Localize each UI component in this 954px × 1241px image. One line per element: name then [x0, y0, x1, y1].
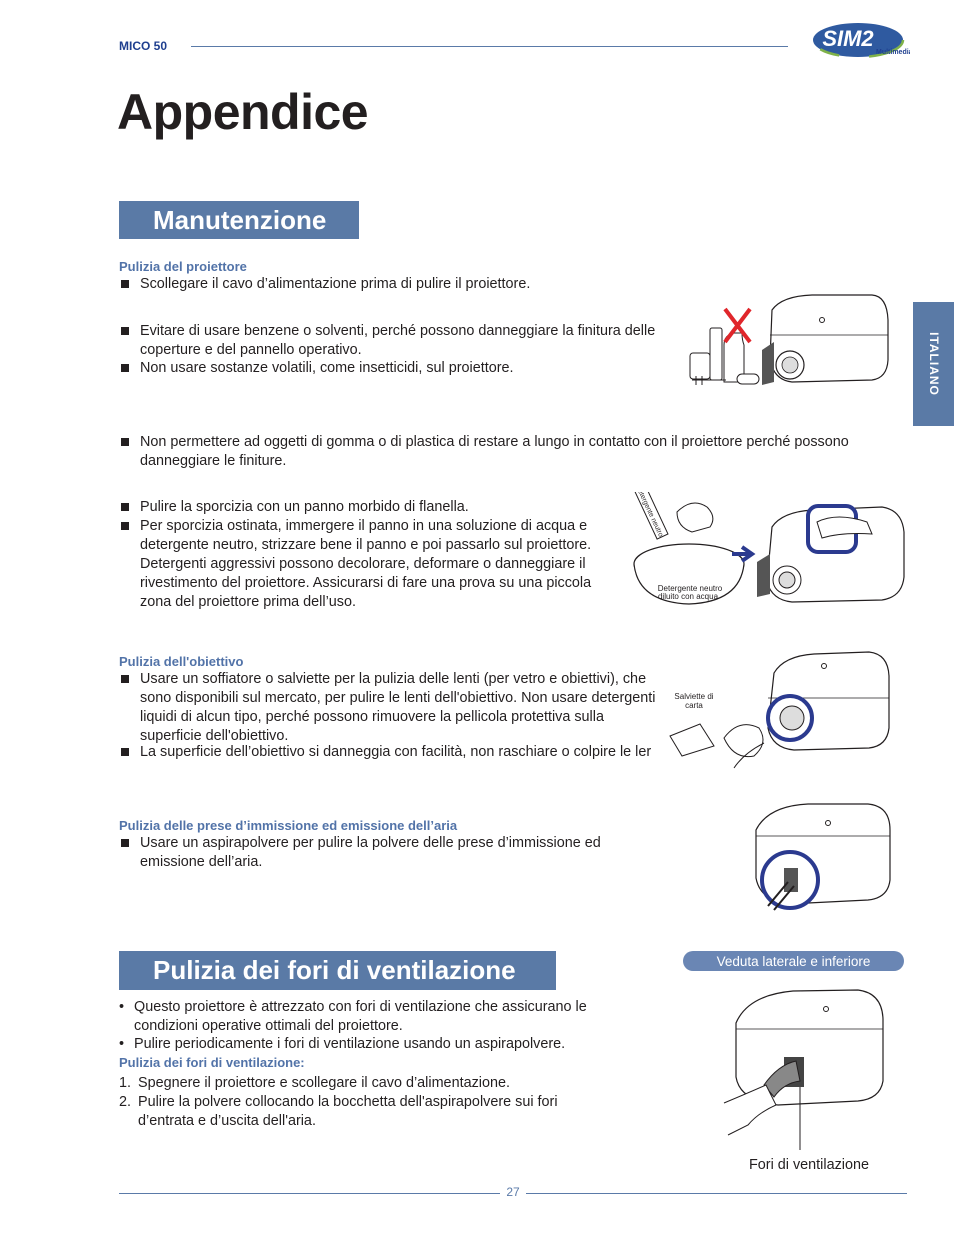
- list-item: 1. Spegnere il proiettore e scollegare il cavo d’alimentazione.: [119, 1075, 510, 1091]
- footer-rule-right: [526, 1193, 907, 1194]
- step-number: 2.: [119, 1094, 132, 1110]
- bullet-square: [121, 675, 129, 683]
- wipes-label-line1: Salviette di: [674, 692, 714, 701]
- bullet-dot: •: [119, 999, 125, 1015]
- subheading-ventilation-steps: Pulizia dei fori di ventilazione:: [119, 1055, 305, 1070]
- bullet-dot: •: [119, 1036, 125, 1052]
- bullet-square: [121, 280, 129, 288]
- view-label-badge: Veduta laterale e inferiore: [683, 951, 904, 971]
- step-number: 1.: [119, 1075, 132, 1091]
- list-item: Evitare di usare benzene o solventi, perché possono danneggiare la finitura delle coperture e del pannello operativo.: [121, 322, 681, 360]
- wipes-label-line2: carta: [685, 701, 703, 710]
- bowl-label-line1: Detergente neutro: [657, 584, 723, 593]
- caption-ventilation-holes: Fori di ventilazione: [749, 1157, 869, 1173]
- bullet-square: [121, 748, 129, 756]
- list-item: 2. Pulire la polvere collocando la bocchetta dell'aspirapolvere sui fori d’entrata e d’uscita dell'aria.: [119, 1094, 558, 1129]
- subheading-air-vents: Pulizia delle prese d’immissione ed emissione dell’aria: [119, 818, 458, 833]
- list-item: Scollegare il cavo d’alimentazione prima di pulire il proiettore.: [121, 275, 681, 294]
- illustration-vent-vacuum: [748, 800, 894, 912]
- logo-subtext: Multimedia: [876, 49, 910, 56]
- illustration-detergent-cleaning: [622, 492, 912, 612]
- bullet-square: [121, 522, 129, 530]
- list-item: Non permettere ad oggetti di gomma o di plastica di restare a lungo in contatto con il proiettore perché possono danneggiare le finiture.: [121, 433, 891, 471]
- page-title: Appendice: [117, 84, 369, 140]
- list-item: Per sporcizia ostinata, immergere il panno in una soluzione di acqua e detergente neutro, strizzare bene il panno e poi passarlo sul proiettore. Detergenti aggressivi possono decolorare, deformare o danneggiare il rivestimento del proiettore. Assicurarsi di fare una prova su una piccola zona del proiettore prima dell’uso.: [121, 517, 611, 612]
- language-tab-label: ITALIANO: [926, 332, 941, 396]
- header-model: MICO 50: [119, 39, 168, 53]
- footer-rule-left: [119, 1193, 500, 1194]
- language-tab: [913, 302, 954, 426]
- bullet-square: [121, 503, 129, 511]
- bullet-square: [121, 327, 129, 335]
- page-number: 27: [506, 1185, 520, 1199]
- bowl-label-line2: diluito con acqua: [657, 592, 719, 601]
- bullet-square: [121, 364, 129, 372]
- illustration-no-solvents: [682, 290, 892, 390]
- list-item: La superficie dell’obiettivo si danneggia con facilità, non raschiare o colpire le ler: [121, 743, 666, 762]
- illustration-lens-wipe: [664, 648, 894, 770]
- list-item: • Questo proiettore è attrezzato con fori di ventilazione che assicurano le condizioni operative ottimali del proiettore.: [119, 999, 587, 1034]
- list-item: • Pulire periodicamente i fori di ventilazione usando un aspirapolvere.: [119, 1036, 566, 1052]
- bullet-square: [121, 438, 129, 446]
- header-rule: [191, 46, 788, 47]
- brand-logo: [812, 20, 910, 58]
- list-item: Usare un aspirapolvere per pulire la polvere delle prese d’immissione ed emissione dell’aria.: [121, 834, 611, 872]
- subheading-lens-cleaning: Pulizia dell'obiettivo: [119, 654, 244, 669]
- bullet-square: [121, 839, 129, 847]
- subheading-projector-cleaning: Pulizia del proiettore: [119, 259, 247, 274]
- section-heading-ventilation: Pulizia dei fori di ventilazione: [119, 951, 556, 990]
- logo-text: SIM2: [822, 26, 874, 51]
- bottle-label: Detergente neutro: [633, 492, 665, 539]
- list-item: Pulire la sporcizia con un panno morbido di flanella.: [121, 498, 611, 517]
- section-heading-maintenance: Manutenzione: [119, 201, 359, 239]
- illustration-ventilation-holes: [718, 985, 894, 1150]
- list-item: Non usare sostanze volatili, come insetticidi, sul proiettore.: [121, 359, 681, 378]
- list-item: Usare un soffiatore o salviette per la pulizia delle lenti (per vetro e obiettivi), che sono disponibili sul mercato, per pulire le lenti dell'obiettivo. Non usare detergenti liquidi di alcun tipo, perché possono rimuovere la pellicola protettiva sulla superficie dell'obiettivo.: [121, 670, 661, 746]
